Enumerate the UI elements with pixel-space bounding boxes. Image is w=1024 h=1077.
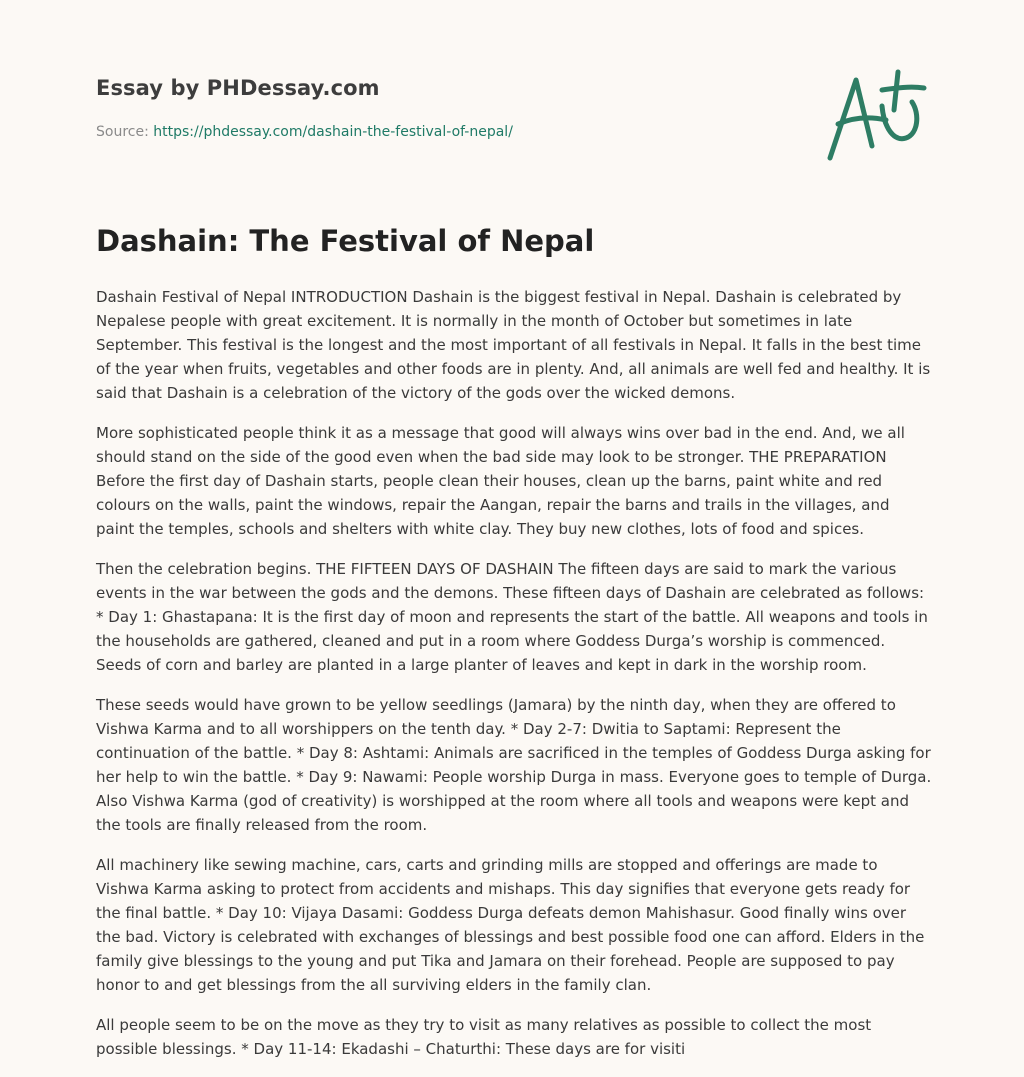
- paragraph: Dashain Festival of Nepal INTRODUCTION Dashain is the biggest festival in Nepal. Dashain is celebrated by Nepalese people with great excitement. It is normally in the month of October but sometimes in late September. This festival is the longest and the most important of all festivals in Nepal. It falls in the best time of the year when fruits, vegetables and other foods are in plenty. And, all animals are well fed and healthy. It is said that Dashain is a celebration of the victory of the gods over the wicked demons.: [96, 288, 931, 402]
- paragraph: All machinery like sewing machine, cars, carts and grinding mills are stopped and offerings are made to Vishwa Karma asking to protect from accidents and mishaps. This day signifies that everyone gets ready for the final battle. * Day 10: Vijaya Dasami: Goddess Durga defeats demon Mahishasur. Good finally wins over the bad. Victory is celebrated with exchanges of blessings and best possible food one can afford. Elders in the family give blessings to the young and put Tika and Jamara on their forehead. People are supposed to pay honor to and get blessings from the all surviving elders in the family clan.: [96, 856, 925, 994]
- a-plus-logo-icon: [820, 66, 930, 166]
- article-title: Dashain: The Festival of Nepal: [96, 224, 595, 258]
- paragraph: These seeds would have grown to be yellow seedlings (Jamara) by the ninth day, when they are offered to Vishwa Karma and to all worshippers on the tenth day. * Day 2-7: Dwitia to Saptami: Represent the continuation of the battle. * Day 8: Ashtami: Animals are sacrificed in the temples of Goddess Durga asking for her help to win the battle. * Day 9: Nawami: People worship Durga in mass. Everyone goes to temple of Durga. Also Vishwa Karma (god of creativity) is worshipped at the room where all tools and weapons were kept and the tools are finally released from the room.: [96, 696, 932, 834]
- paragraph: Then the celebration begins. THE FIFTEEN DAYS OF DASHAIN The fifteen days are said to mark the various events in the war between the gods and the demons. These fifteen days of Dashain are celebrated as follows: * Day 1: Ghastapana: It is the first day of moon and represents the start of the battle. All weapons and tools in the households are gathered, cleaned and put in a room where Goddess Durga’s worship is commenced. Seeds of corn and barley are planted in a large planter of leaves and kept in dark in the worship room.: [96, 560, 928, 674]
- paragraph: All people seem to be on the move as they try to visit as many relatives as possible to collect the most possible blessings. * Day 11-14: Ekadashi – Chaturthi: These days are for visiti: [96, 1016, 872, 1058]
- source-link[interactable]: https://phdessay.com/dashain-the-festival-of-nepal/: [153, 124, 513, 140]
- source-label: Source:: [96, 124, 154, 140]
- site-brand: Essay by PHDessay.com: [96, 76, 380, 100]
- paragraph: More sophisticated people think it as a message that good will always wins over bad in the end. And, we all should stand on the side of the good even when the bad side may look to be stronger. THE PREPARATION Before the first day of Dashain starts, people clean their houses, clean up the barns, paint white and red colours on the walls, paint the windows, repair the Aangan, repair the barns and trails in the villages, and paint the temples, schools and shelters with white clay. They buy new clothes, lots of food and spices.: [96, 424, 905, 538]
- source-line: [96, 124, 513, 140]
- article-body: [96, 285, 932, 1077]
